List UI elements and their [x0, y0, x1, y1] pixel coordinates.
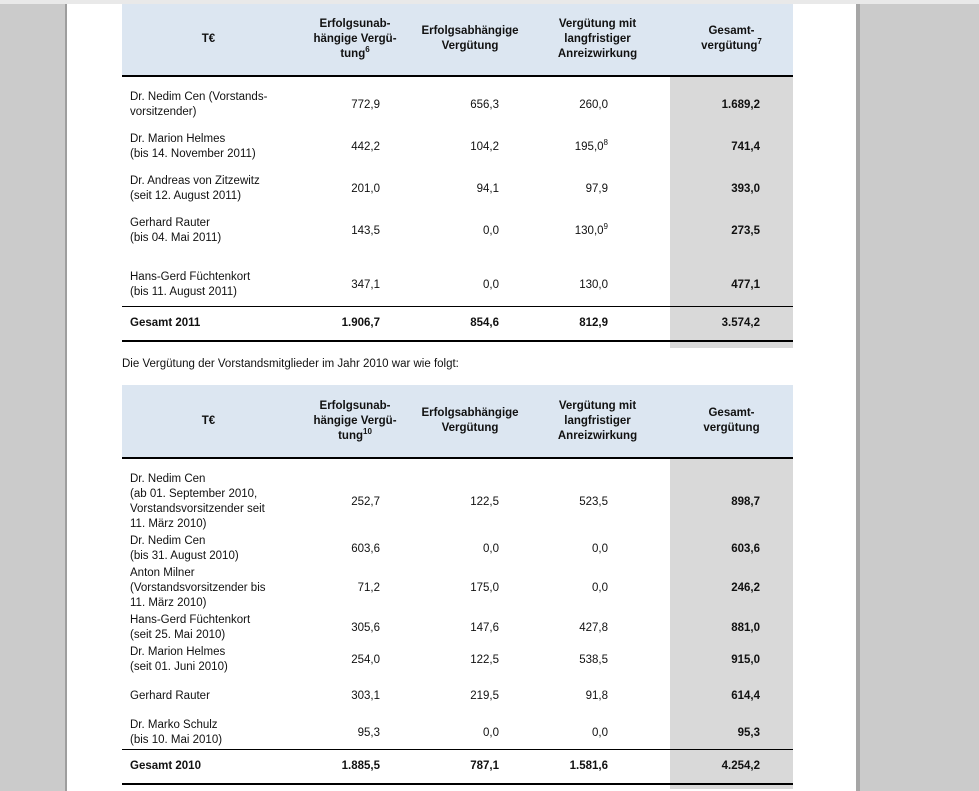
value-cell: 175,0: [470, 582, 499, 594]
column-header-2: Erfolgsabhängige Vergütung: [415, 385, 525, 458]
value-cell: 393,0: [670, 168, 793, 210]
value-cell: 0,0: [483, 224, 499, 237]
value-cell: 0,0: [483, 278, 499, 291]
value-cell: 94,1: [476, 182, 499, 195]
column-header-0: T€: [122, 3, 295, 76]
member-name-cell: Dr. Nedim Cen (ab 01. September 2010, Vorstandsvorsitzender seit 11. März 2010): [130, 473, 265, 530]
value-cell: 104,2: [470, 140, 499, 153]
total-value-cell: 1.885,5: [295, 750, 415, 785]
total-label-cell: Gesamt 2010: [122, 750, 295, 785]
value-cell: 477,1: [670, 252, 793, 307]
value-cell: 246,2: [670, 565, 793, 612]
header-row: [122, 3, 793, 76]
value-cell: 219,5: [470, 690, 499, 702]
column-header-4: Gesamt- vergütung: [670, 385, 793, 458]
total-label-cell: Gesamt 2011: [122, 307, 295, 342]
value-cell: 603,6: [670, 533, 793, 565]
total-value-cell: 812,9: [525, 307, 670, 342]
value-cell: 122,5: [470, 653, 499, 666]
table-header-2010: [122, 385, 793, 458]
member-name-cell: Dr. Marion Helmes (bis 14. November 2011): [130, 133, 256, 160]
value-cell: 741,4: [670, 126, 793, 168]
member-name-cell: Dr. Andreas von Zitzewitz (seit 12. August 2011): [130, 175, 260, 202]
table-row: [122, 126, 793, 168]
member-name-cell: Hans-Gerd Füchtenkort (seit 25. Mai 2010): [130, 614, 251, 641]
value-cell: 254,0: [351, 653, 380, 666]
table-row: [122, 533, 793, 565]
document-content: [67, 0, 856, 789]
total-row: [122, 750, 793, 785]
table-row: [122, 76, 793, 126]
table-row: [122, 612, 793, 644]
table-row: [122, 458, 793, 533]
member-name-cell: Gerhard Rauter (bis 04. Mai 2011): [130, 217, 222, 244]
table-row: [122, 705, 793, 750]
total-value-cell: 787,1: [415, 750, 525, 785]
value-cell: 130,0$^9$: [574, 221, 608, 237]
value-cell: 273,5: [670, 210, 793, 252]
value-cell: 0,0: [592, 726, 608, 739]
value-cell: 614,4: [670, 676, 793, 705]
column-header-4: Gesamt- vergütung$^7$: [670, 3, 793, 76]
viewer-top-edge: [0, 0, 979, 4]
value-cell: 898,7: [670, 458, 793, 533]
value-cell: 915,0: [670, 644, 793, 676]
document-page: [65, 0, 860, 791]
total-column-overhang: [670, 342, 793, 348]
total-row: [122, 307, 793, 342]
value-cell: 0,0: [483, 726, 499, 739]
total-column-overhang: [670, 785, 793, 789]
value-cell: 0,0: [592, 582, 608, 594]
member-name-cell: Gerhard Rauter: [130, 690, 210, 702]
footnote-ref: 8: [603, 137, 608, 147]
table-body-2011: [122, 76, 793, 341]
table-row: [122, 565, 793, 612]
value-cell: 91,8: [585, 690, 608, 702]
value-cell: 95,3: [670, 705, 793, 750]
table-body-2010: [122, 458, 793, 784]
value-cell: 147,6: [470, 621, 499, 634]
column-header-3: Vergütung mit langfristiger Anreizwirkung: [525, 385, 670, 458]
total-value-cell: 854,6: [415, 307, 525, 342]
member-name-cell: Dr. Marion Helmes (seit 01. Juni 2010): [130, 646, 228, 673]
value-cell: 143,5: [351, 224, 380, 237]
remuneration-table-2010: [122, 385, 793, 785]
footnote-ref: 10: [363, 426, 372, 436]
table-row: [122, 644, 793, 676]
value-cell: 252,7: [351, 495, 380, 508]
column-header-3: Vergütung mit langfristiger Anreizwirkung: [525, 3, 670, 76]
value-cell: 538,5: [579, 653, 608, 666]
remuneration-table-2011: [122, 3, 793, 342]
footnote-ref: 6: [365, 44, 370, 54]
value-cell: 122,5: [470, 495, 499, 508]
table-header-2011: [122, 3, 793, 76]
total-value-cell: 1.581,6: [525, 750, 670, 785]
value-cell: 305,6: [351, 621, 380, 634]
value-cell: 97,9: [585, 182, 608, 195]
value-cell: 523,5: [579, 495, 608, 508]
value-cell: 347,1: [351, 278, 380, 291]
column-header-2: Erfolgsabhängige Vergütung: [415, 3, 525, 76]
total-value-cell: 3.574,2: [670, 307, 793, 342]
value-cell: 1.689,2: [670, 76, 793, 126]
value-cell: 71,2: [357, 582, 380, 594]
value-cell: 427,8: [579, 621, 608, 634]
value-cell: 772,9: [351, 98, 380, 111]
value-cell: 195,0$^8$: [574, 137, 608, 153]
value-cell: 303,1: [351, 690, 380, 702]
member-name-cell: Dr. Nedim Cen (bis 31. August 2010): [130, 535, 239, 562]
table-row: [122, 252, 793, 307]
table-row: [122, 210, 793, 252]
column-header-1: Erfolgsunab- hängige Vergü- tung$^6$: [295, 3, 415, 76]
member-name-cell: Dr. Marko Schulz (bis 10. Mai 2010): [130, 719, 223, 746]
intro-text-2010: Die Vergütung der Vorstandsmitglieder im Jahr 2010 war wie folgt:: [122, 358, 459, 370]
member-name-cell: Hans-Gerd Füchtenkort (bis 11. August 2011): [130, 271, 251, 298]
total-value-cell: 4.254,2: [670, 750, 793, 785]
header-row: [122, 385, 793, 458]
value-cell: 130,0: [579, 278, 608, 291]
value-cell: 603,6: [351, 542, 380, 555]
value-cell: 881,0: [670, 612, 793, 644]
column-header-1: Erfolgsunab- hängige Vergü- tung$^{10}$: [295, 385, 415, 458]
member-name-cell: Anton Milner (Vorstandsvorsitzender bis 11. März 2010): [130, 567, 266, 609]
value-cell: 442,2: [351, 140, 380, 153]
value-cell: 260,0: [579, 98, 608, 111]
value-cell: 0,0: [483, 542, 499, 555]
footnote-ref: 7: [757, 37, 762, 47]
value-cell: 95,3: [357, 726, 380, 739]
table-row: [122, 676, 793, 705]
value-cell: 201,0: [351, 182, 380, 195]
value-cell: 0,0: [592, 542, 608, 555]
footnote-ref: 9: [603, 221, 608, 231]
member-name-cell: Dr. Nedim Cen (Vorstands- vorsitzender): [130, 91, 268, 118]
value-cell: 656,3: [470, 98, 499, 111]
column-header-0: T€: [122, 385, 295, 458]
total-value-cell: 1.906,7: [295, 307, 415, 342]
table-row: [122, 168, 793, 210]
